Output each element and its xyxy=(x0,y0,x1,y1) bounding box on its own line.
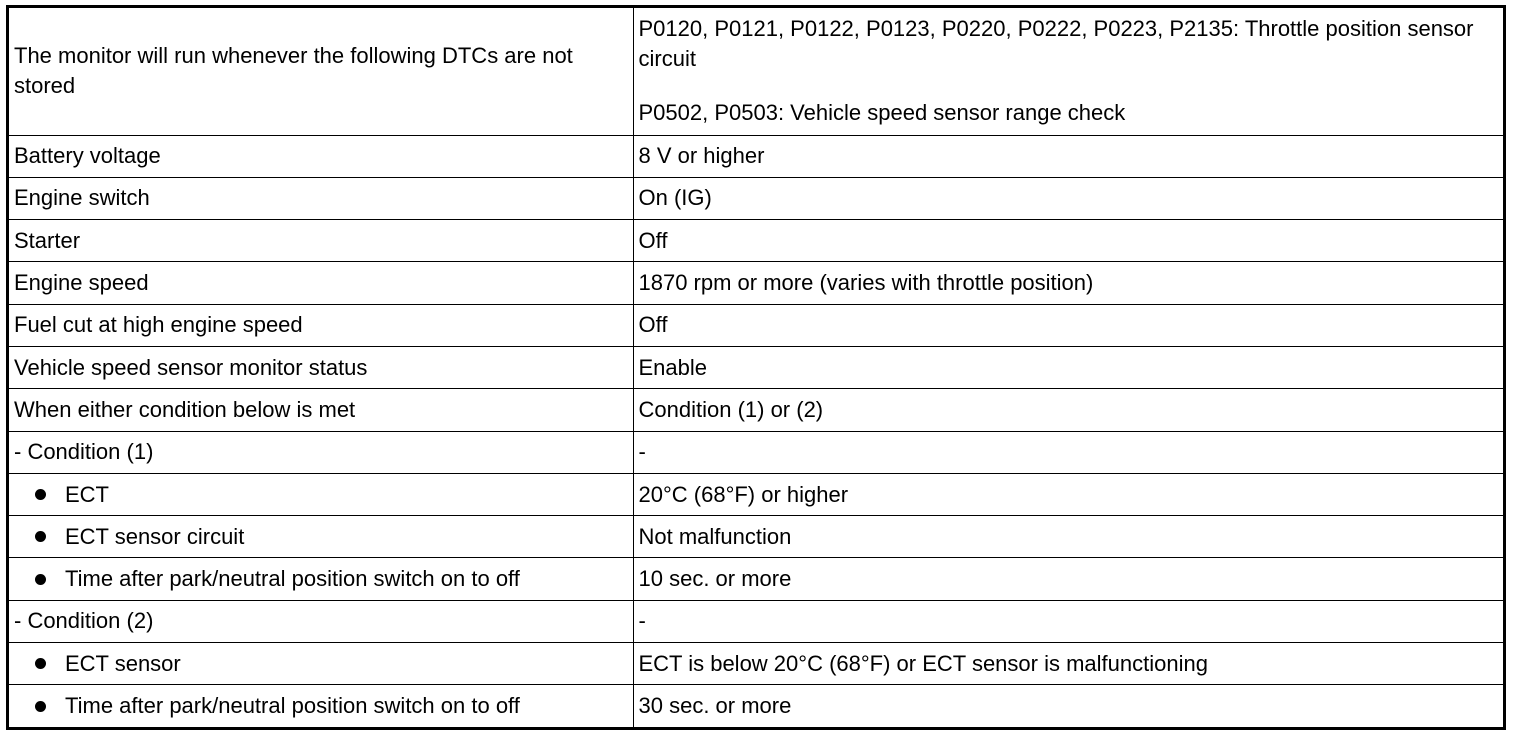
row-value: 20°C (68°F) or higher xyxy=(633,473,1503,515)
bullet-label-cell xyxy=(9,685,633,727)
bullet-label-cell xyxy=(9,516,633,558)
row-label: Battery voltage xyxy=(9,135,633,177)
bullet-icon xyxy=(35,658,46,669)
bullet-icon xyxy=(35,701,46,712)
row-label: Starter xyxy=(9,220,633,262)
row-value: 10 sec. or more xyxy=(633,558,1503,600)
table-row xyxy=(9,600,1503,642)
table-row xyxy=(9,685,1503,727)
table-row xyxy=(9,473,1503,515)
row-value: - xyxy=(633,431,1503,473)
dtc-list-cell xyxy=(633,8,1503,135)
bullet-icon xyxy=(35,489,46,500)
bullet-label-cell xyxy=(9,473,633,515)
row-label: Time after park/neutral position switch on to off xyxy=(65,693,520,719)
row-label: Vehicle speed sensor monitor status xyxy=(9,346,633,388)
table-row xyxy=(9,516,1503,558)
monitor-conditions-table xyxy=(9,8,1503,727)
table-row xyxy=(9,262,1503,304)
table-row xyxy=(9,135,1503,177)
condition-1-heading: - Condition (1) xyxy=(9,431,633,473)
table-row xyxy=(9,643,1503,685)
bullet-label-cell xyxy=(9,643,633,685)
row-label: ECT sensor circuit xyxy=(65,523,245,549)
table-row xyxy=(9,220,1503,262)
row-value: 8 V or higher xyxy=(633,135,1503,177)
row-value: On (IG) xyxy=(633,177,1503,219)
dtc-condition-label: The monitor will run whenever the following DTCs are not stored xyxy=(9,8,633,135)
dtc-speed-sensor-line: P0502, P0503: Vehicle speed sensor range check xyxy=(638,100,1126,126)
row-value: - xyxy=(633,600,1503,642)
row-value: ECT is below 20°C (68°F) or ECT sensor is malfunctioning xyxy=(633,643,1503,685)
table-row xyxy=(9,304,1503,346)
table-row xyxy=(9,177,1503,219)
row-label: When either condition below is met xyxy=(9,389,633,431)
table-row xyxy=(9,558,1503,600)
row-label: Engine switch xyxy=(9,177,633,219)
table-row xyxy=(9,8,1503,135)
row-label: ECT sensor xyxy=(65,650,181,676)
row-value: Off xyxy=(633,304,1503,346)
monitor-conditions-table-frame xyxy=(6,5,1506,730)
row-value: Off xyxy=(633,220,1503,262)
bullet-icon xyxy=(35,574,46,585)
row-value: 30 sec. or more xyxy=(633,685,1503,727)
table-row xyxy=(9,346,1503,388)
condition-2-heading: - Condition (2) xyxy=(9,600,633,642)
row-value: 1870 rpm or more (varies with throttle position) xyxy=(633,262,1503,304)
row-value: Condition (1) or (2) xyxy=(633,389,1503,431)
row-label: Fuel cut at high engine speed xyxy=(9,304,633,346)
row-label: Engine speed xyxy=(9,262,633,304)
dtc-throttle-sensor-line: P0120, P0121, P0122, P0123, P0220, P0222, P0223, P2135: Throttle position sensor circuit xyxy=(638,16,1474,72)
table-row xyxy=(9,431,1503,473)
bullet-icon xyxy=(35,531,46,542)
bullet-label-cell xyxy=(9,558,633,600)
row-value: Enable xyxy=(633,346,1503,388)
row-label: Time after park/neutral position switch on to off xyxy=(65,566,520,592)
row-value: Not malfunction xyxy=(633,516,1503,558)
table-row xyxy=(9,389,1503,431)
row-label: ECT xyxy=(65,481,109,507)
